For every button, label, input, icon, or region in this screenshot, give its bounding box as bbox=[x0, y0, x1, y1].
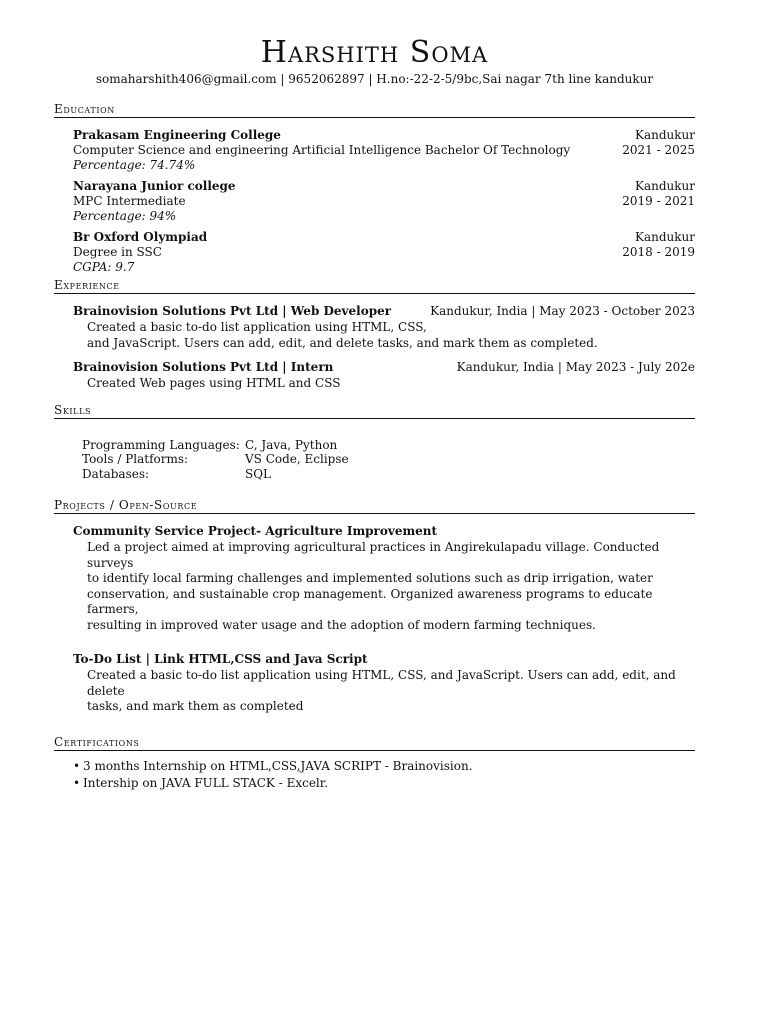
education-entry bbox=[73, 179, 695, 224]
project-name: To-Do List | Link HTML,CSS and Java Script bbox=[73, 652, 368, 666]
job-description bbox=[87, 376, 695, 392]
certification-list bbox=[73, 758, 695, 793]
education-entry bbox=[73, 230, 695, 275]
institution-location: Kandukur bbox=[635, 128, 695, 142]
project-description bbox=[87, 668, 695, 715]
institution-name: Prakasam Engineering College bbox=[73, 128, 281, 142]
project-list bbox=[54, 524, 695, 715]
date-range: 2019 - 2021 bbox=[622, 194, 695, 208]
skill-label: Tools / Platforms: bbox=[82, 452, 189, 466]
candidate-name: Harshith Soma bbox=[260, 35, 489, 70]
project-name: Community Service Project- Agriculture Improvement bbox=[73, 524, 438, 538]
section-title-skills: Skills bbox=[54, 403, 695, 419]
institution-location: Kandukur bbox=[635, 179, 695, 193]
skill-row bbox=[82, 452, 349, 467]
certification-item bbox=[73, 775, 695, 793]
degree: MPC Intermediate bbox=[73, 194, 186, 208]
certification-item bbox=[73, 758, 695, 776]
description-line: to identify local farming challenges and implemented solutions such as drip irrigation, water bbox=[87, 571, 653, 585]
date-range: 2018 - 2019 bbox=[622, 245, 695, 259]
project-description bbox=[87, 540, 695, 633]
description-line: Led a project aimed at improving agricultural practices in Angirekulapadu village. Conducted surveys bbox=[87, 540, 660, 570]
skill-value: C, Java, Python bbox=[245, 437, 338, 452]
section-title-experience: Experience bbox=[54, 278, 695, 294]
description-line: resulting in improved water usage and the adoption of modern farming techniques. bbox=[87, 617, 596, 632]
project-entry bbox=[73, 652, 695, 667]
bullet-icon: • bbox=[73, 776, 81, 790]
institution-name: Br Oxford Olympiad bbox=[73, 230, 208, 244]
description-line: Created a basic to-do list application using HTML, CSS, and JavaScript. Users can add, edit, and delete bbox=[87, 668, 676, 698]
skill-value: SQL bbox=[245, 466, 272, 481]
resume-page bbox=[54, 34, 695, 793]
job-description bbox=[87, 320, 695, 351]
skill-row bbox=[82, 467, 349, 482]
description-line: and JavaScript. Users can add, edit, and delete tasks, and mark them as completed. bbox=[87, 335, 598, 350]
score: Percentage: 94% bbox=[73, 209, 177, 223]
skills-table bbox=[82, 438, 349, 482]
job-location-dates: Kandukur, India | May 2023 - October 2023 bbox=[430, 304, 695, 318]
score: CGPA: 9.7 bbox=[73, 260, 135, 274]
job-title: Brainovision Solutions Pvt Ltd | Web Developer bbox=[73, 304, 392, 318]
date-range: 2021 - 2025 bbox=[622, 143, 695, 157]
skill-label: Programming Languages: bbox=[82, 437, 240, 452]
bullet-icon: • bbox=[73, 758, 81, 773]
skill-label: Databases: bbox=[82, 466, 150, 481]
project-entry bbox=[73, 524, 695, 539]
description-line: conservation, and sustainable crop management. Organized awareness programs to educate farmers, bbox=[87, 586, 653, 616]
certification-text: 3 months Internship on HTML,CSS,JAVA SCRIPT - Brainovision. bbox=[83, 758, 473, 773]
skill-row bbox=[82, 438, 349, 453]
skill-value: VS Code, Eclipse bbox=[245, 452, 349, 466]
score: Percentage: 74.74% bbox=[73, 158, 196, 172]
experience-entry bbox=[73, 304, 695, 319]
section-title-education: Education bbox=[54, 102, 695, 118]
section-title-certifications: Certifications bbox=[54, 735, 695, 751]
description-line: tasks, and mark them as completed bbox=[87, 699, 304, 713]
institution-name: Narayana Junior college bbox=[73, 179, 236, 193]
contact-line: somaharshith406@gmail.com | 9652062897 | H.no:-22-2-5/9bc,Sai nagar 7th line kandukur bbox=[95, 72, 654, 86]
certification-text: Intership on JAVA FULL STACK - Excelr. bbox=[83, 776, 329, 790]
experience-entry bbox=[73, 360, 695, 375]
description-line: Created Web pages using HTML and CSS bbox=[87, 376, 341, 390]
education-entry bbox=[73, 128, 695, 173]
section-title-projects: Projects / Open-Source bbox=[54, 498, 695, 514]
experience-list bbox=[54, 304, 695, 392]
job-title: Brainovision Solutions Pvt Ltd | Intern bbox=[73, 360, 334, 374]
institution-location: Kandukur bbox=[635, 230, 695, 244]
job-location-dates: Kandukur, India | May 2023 - July 202e bbox=[456, 360, 695, 374]
degree: Degree in SSC bbox=[73, 245, 162, 259]
education-list bbox=[54, 128, 695, 275]
description-line: Created a basic to-do list application using HTML, CSS, bbox=[87, 320, 427, 334]
degree: Computer Science and engineering Artificial Intelligence Bachelor Of Technology bbox=[73, 143, 571, 157]
